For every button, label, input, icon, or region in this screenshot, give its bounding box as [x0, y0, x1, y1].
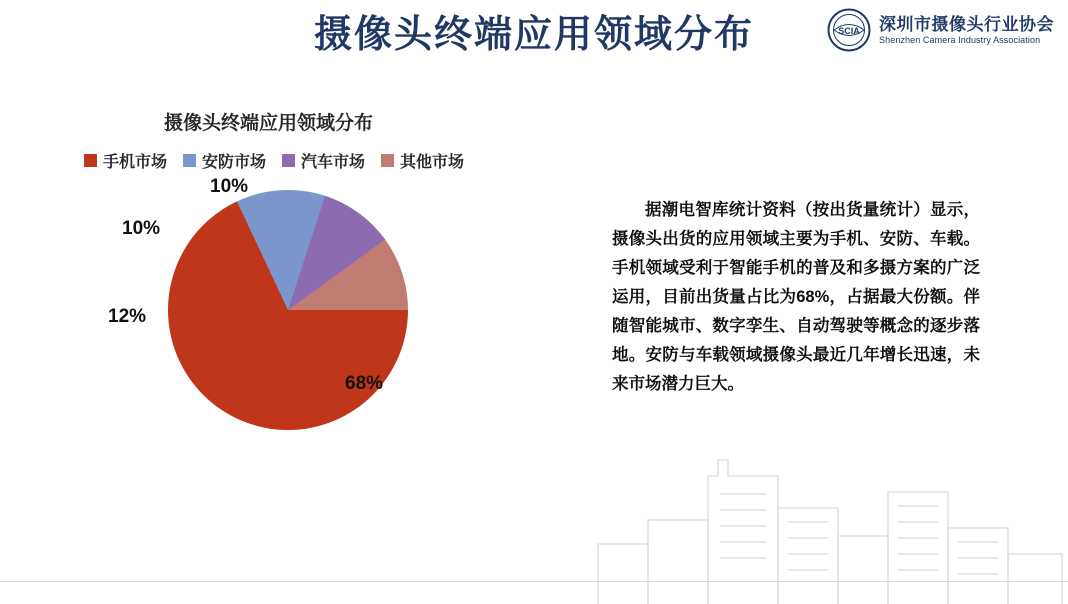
pie-data-label-0: 68% [345, 373, 384, 394]
footer-divider [0, 581, 1068, 582]
legend-item-3 [381, 149, 464, 172]
legend-item-2 [282, 149, 365, 172]
logo-text-en: Shenzhen Camera Industry Association [879, 34, 1041, 45]
page-title: 摄像头终端应用领域分布 [313, 14, 754, 56]
legend-swatch-3 [381, 154, 394, 167]
legend-label-2: 汽车市场 [301, 154, 366, 171]
legend-label-0: 手机市场 [103, 154, 168, 171]
pie-data-label-3: 10% [210, 176, 249, 197]
pie-chart [60, 108, 580, 488]
building-outline-decoration [588, 424, 1068, 604]
legend-label-1: 安防市场 [202, 154, 267, 171]
association-logo [827, 8, 1054, 52]
legend-item-0 [84, 149, 167, 172]
legend-item-1 [183, 149, 266, 172]
legend-label-3: 其他市场 [400, 154, 465, 171]
association-seal-logo-icon [827, 8, 871, 52]
pie-data-label-1: 12% [108, 306, 147, 327]
svg-text:SCIA: SCIA [838, 26, 860, 36]
pie-plot-area [60, 178, 560, 478]
chart-legend [84, 149, 580, 172]
pie-data-label-2: 10% [122, 218, 161, 239]
legend-swatch-1 [183, 154, 196, 167]
legend-swatch-0 [84, 154, 97, 167]
description-paragraph: 据潮电智库统计资料（按出货量统计）显示，摄像头出货的应用领域主要为手机、安防、车载。手机领域受利于智能手机的普及和多摄方案的广泛运用，目前出货量占比为68%，占据最大份额。伴随智能城市、数字孪生、自动驾驶等概念的逐步落地。安防与车载领域摄像头最近几年增长迅速，未来市场潜力巨大。 [612, 201, 980, 393]
legend-swatch-2 [282, 154, 295, 167]
chart-title: 摄像头终端应用领域分布 [164, 113, 374, 134]
logo-text-cn: 深圳市摄像头行业协会 [879, 15, 1054, 35]
description-text [612, 196, 980, 399]
